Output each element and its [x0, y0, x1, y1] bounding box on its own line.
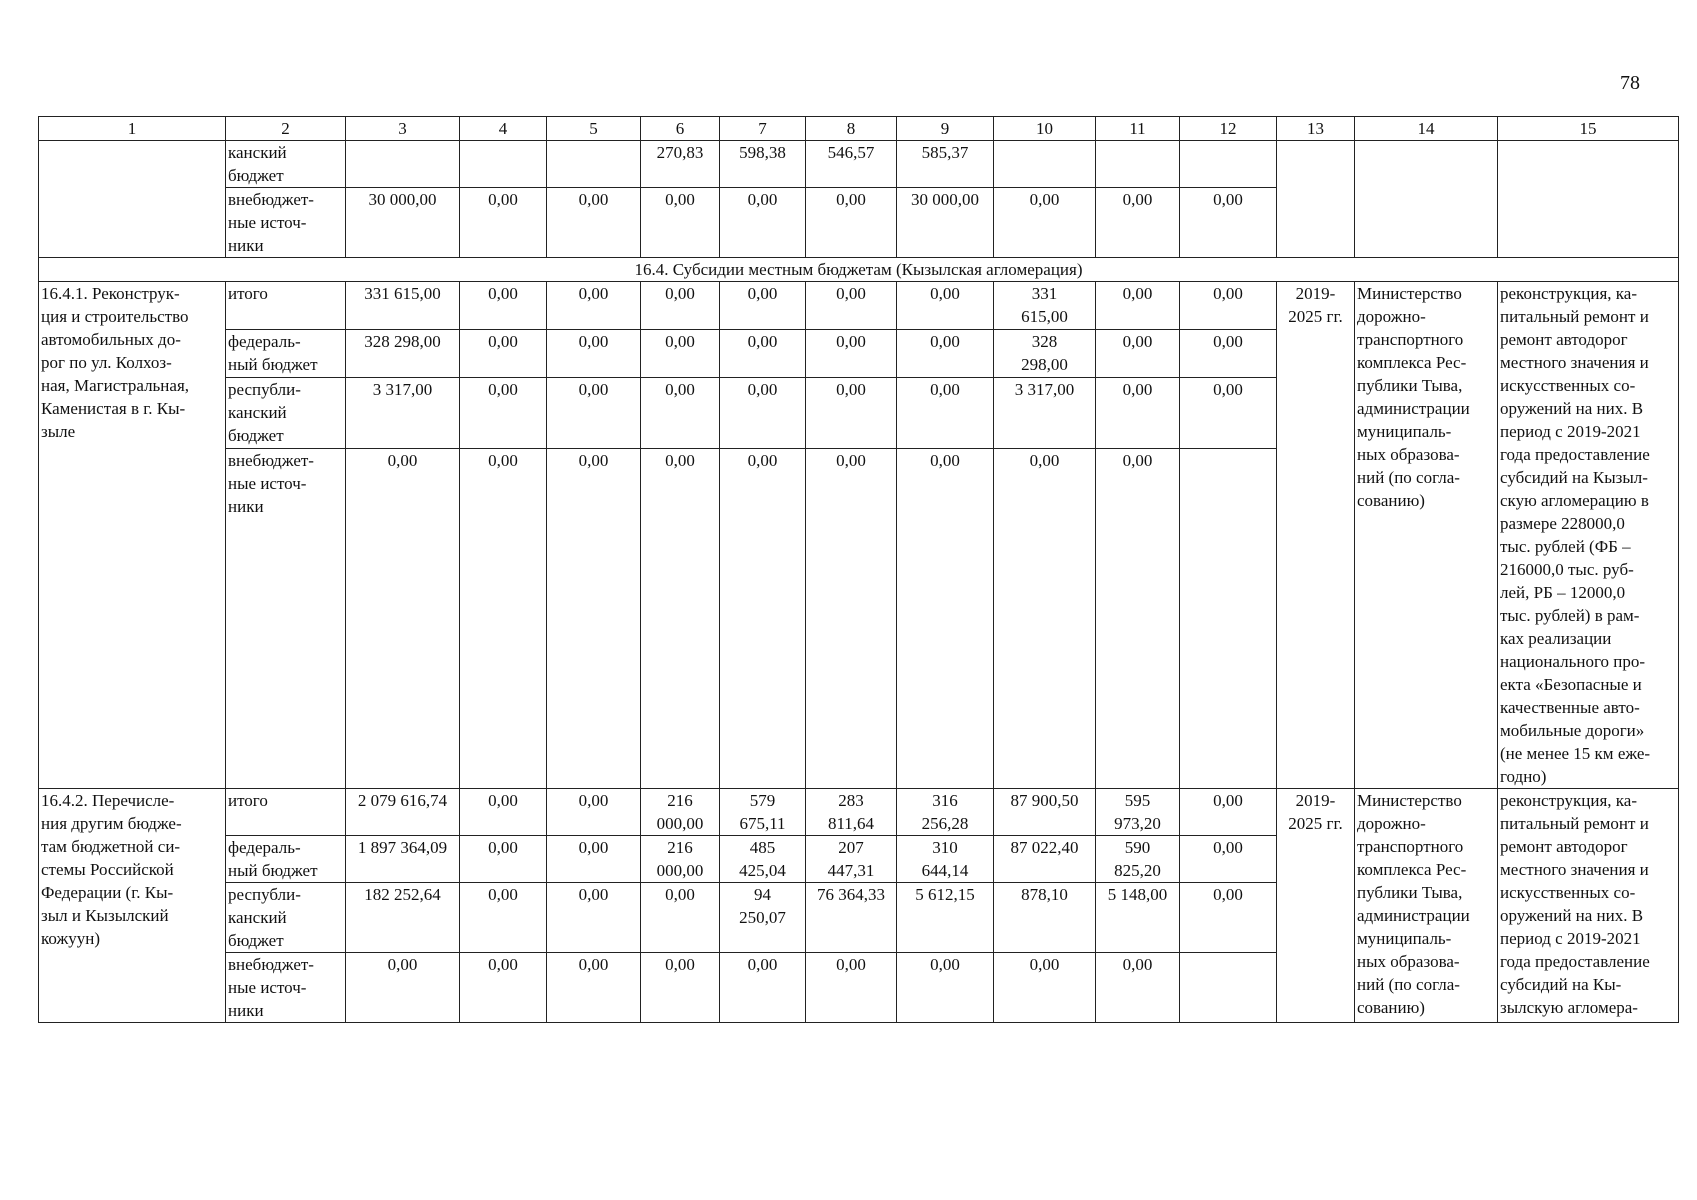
- amount-cell: 878,10: [994, 883, 1096, 953]
- amount-cell: 1 897 364,09: [346, 836, 460, 883]
- amount-cell: 0,00: [897, 282, 994, 330]
- table-row: [39, 282, 1679, 330]
- amount-cell: [1180, 141, 1277, 188]
- amount-cell: 0,00: [806, 953, 897, 1023]
- amount-cell: 0,00: [1096, 188, 1180, 258]
- amount-cell: 0,00: [806, 282, 897, 330]
- amount-cell: 0,00: [1180, 789, 1277, 836]
- executor-cell: [1355, 141, 1498, 258]
- amount-cell: 30 000,00: [897, 188, 994, 258]
- funding-source: итого: [226, 789, 346, 836]
- amount-cell: 87 900,50: [994, 789, 1096, 836]
- amount-cell: [1180, 449, 1277, 789]
- amount-cell: 0,00: [460, 188, 547, 258]
- amount-cell: 0,00: [1180, 836, 1277, 883]
- amount-cell: 331 615,00: [994, 282, 1096, 330]
- amount-cell: 0,00: [1180, 883, 1277, 953]
- funding-source: внебюджет- ные источ- ники: [226, 449, 346, 789]
- amount-cell: 0,00: [641, 377, 720, 448]
- amount-cell: 485 425,04: [720, 836, 806, 883]
- amount-cell: 546,57: [806, 141, 897, 188]
- amount-cell: 283 811,64: [806, 789, 897, 836]
- column-header: 10: [994, 117, 1096, 141]
- amount-cell: 0,00: [547, 883, 641, 953]
- amount-cell: 0,00: [460, 377, 547, 448]
- section-title: 16.4. Субсидии местным бюджетам (Кызылская агломерация): [39, 258, 1679, 282]
- amount-cell: 3 317,00: [346, 377, 460, 448]
- page-number: 78: [1620, 72, 1640, 94]
- amount-cell: 590 825,20: [1096, 836, 1180, 883]
- amount-cell: 0,00: [1096, 329, 1180, 377]
- result: реконструкция, ка- питальный ремонт и ремонт автодорог местного значения и искусственных со- оружений на них. В период с 2019-2021 года предоставление субсидий на Кызыл- скую агломерацию в размере 228000,0 тыс. рублей (ФБ – 216000,0 тыс. руб- лей, РБ – 12000,0 тыс. рублей) в рам- ках реализации национального про- екта «Безопасные и качественные авто- мобильные дороги» (не менее 15 км еже- годно): [1498, 282, 1679, 789]
- amount-cell: 0,00: [1096, 953, 1180, 1023]
- amount-cell: 0,00: [720, 377, 806, 448]
- amount-cell: 0,00: [460, 282, 547, 330]
- amount-cell: 0,00: [720, 449, 806, 789]
- funding-source: федераль- ный бюджет: [226, 329, 346, 377]
- amount-cell: 0,00: [1096, 282, 1180, 330]
- amount-cell: 0,00: [460, 836, 547, 883]
- amount-cell: 0,00: [460, 329, 547, 377]
- amount-cell: [1096, 141, 1180, 188]
- amount-cell: 0,00: [897, 329, 994, 377]
- amount-cell: 0,00: [346, 953, 460, 1023]
- amount-cell: 328 298,00: [994, 329, 1096, 377]
- funding-source: канский бюджет: [226, 141, 346, 188]
- amount-cell: 0,00: [1096, 377, 1180, 448]
- amount-cell: 0,00: [460, 449, 547, 789]
- column-header: 9: [897, 117, 994, 141]
- section-row: [39, 258, 1679, 282]
- amount-cell: 0,00: [641, 188, 720, 258]
- amount-cell: [346, 141, 460, 188]
- amount-cell: 0,00: [547, 188, 641, 258]
- result-cell: [1498, 141, 1679, 258]
- amount-cell: 0,00: [641, 282, 720, 330]
- funding-source: внебюджет- ные источ- ники: [226, 953, 346, 1023]
- amount-cell: 0,00: [1180, 329, 1277, 377]
- period-cell: [1277, 141, 1355, 258]
- amount-cell: 316 256,28: [897, 789, 994, 836]
- amount-cell: 595 973,20: [1096, 789, 1180, 836]
- amount-cell: 0,00: [1180, 377, 1277, 448]
- amount-cell: 5 148,00: [1096, 883, 1180, 953]
- amount-cell: 76 364,33: [806, 883, 897, 953]
- column-header: 7: [720, 117, 806, 141]
- amount-cell: 328 298,00: [346, 329, 460, 377]
- table-row: [39, 789, 1679, 836]
- amount-cell: 182 252,64: [346, 883, 460, 953]
- amount-cell: 0,00: [460, 883, 547, 953]
- amount-cell: 0,00: [994, 188, 1096, 258]
- period: 2019- 2025 гг.: [1277, 789, 1355, 1023]
- amount-cell: 579 675,11: [720, 789, 806, 836]
- column-header: 5: [547, 117, 641, 141]
- amount-cell: 0,00: [897, 377, 994, 448]
- amount-cell: 270,83: [641, 141, 720, 188]
- funding-source: республи- канский бюджет: [226, 883, 346, 953]
- item-name-cell: [39, 141, 226, 258]
- amount-cell: 0,00: [460, 953, 547, 1023]
- amount-cell: 0,00: [641, 953, 720, 1023]
- header-row: [39, 117, 1679, 141]
- amount-cell: [547, 141, 641, 188]
- amount-cell: 5 612,15: [897, 883, 994, 953]
- column-header: 1: [39, 117, 226, 141]
- amount-cell: 0,00: [1096, 449, 1180, 789]
- executor: Министерство дорожно- транспортного комплекса Рес- публики Тыва, администрации муниципаль- ных образова- ний (по согла- сованию): [1355, 282, 1498, 789]
- funding-source: итого: [226, 282, 346, 330]
- column-header: 13: [1277, 117, 1355, 141]
- amount-cell: 94 250,07: [720, 883, 806, 953]
- amount-cell: [994, 141, 1096, 188]
- column-header: 4: [460, 117, 547, 141]
- amount-cell: 0,00: [720, 188, 806, 258]
- column-header: 11: [1096, 117, 1180, 141]
- amount-cell: 0,00: [806, 449, 897, 789]
- amount-cell: 3 317,00: [994, 377, 1096, 448]
- executor: Министерство дорожно- транспортного комплекса Рес- публики Тыва, администрации муниципаль- ных образова- ний (по согла- сованию): [1355, 789, 1498, 1023]
- amount-cell: 216 000,00: [641, 789, 720, 836]
- amount-cell: 0,00: [547, 449, 641, 789]
- amount-cell: 0,00: [547, 329, 641, 377]
- amount-cell: 310 644,14: [897, 836, 994, 883]
- column-header: 12: [1180, 117, 1277, 141]
- column-header: 15: [1498, 117, 1679, 141]
- amount-cell: 0,00: [641, 883, 720, 953]
- amount-cell: 0,00: [641, 449, 720, 789]
- item-name: 16.4.2. Перечисле- ния другим бюдже- там бюджетной си- стемы Российской Федерации (г. Кы- зыл и Кызылский кожуун): [39, 789, 226, 1023]
- amount-cell: 207 447,31: [806, 836, 897, 883]
- amount-cell: 0,00: [641, 329, 720, 377]
- amount-cell: 331 615,00: [346, 282, 460, 330]
- amount-cell: 0,00: [460, 789, 547, 836]
- amount-cell: 0,00: [720, 282, 806, 330]
- amount-cell: [460, 141, 547, 188]
- amount-cell: 0,00: [547, 377, 641, 448]
- amount-cell: 30 000,00: [346, 188, 460, 258]
- amount-cell: 0,00: [806, 377, 897, 448]
- amount-cell: 585,37: [897, 141, 994, 188]
- column-header: 14: [1355, 117, 1498, 141]
- amount-cell: 0,00: [547, 789, 641, 836]
- column-header: 3: [346, 117, 460, 141]
- result: реконструкция, ка- питальный ремонт и ремонт автодорог местного значения и искусственных со- оружений на них. В период с 2019-2021 года предоставление субсидий на Кы- зылскую агломера-: [1498, 789, 1679, 1023]
- column-header: 2: [226, 117, 346, 141]
- budget-table: [38, 116, 1679, 1023]
- amount-cell: 2 079 616,74: [346, 789, 460, 836]
- amount-cell: 0,00: [806, 329, 897, 377]
- table-row: [39, 141, 1679, 188]
- amount-cell: 0,00: [897, 449, 994, 789]
- amount-cell: 0,00: [547, 282, 641, 330]
- column-header: 8: [806, 117, 897, 141]
- amount-cell: 0,00: [346, 449, 460, 789]
- period: 2019- 2025 гг.: [1277, 282, 1355, 789]
- amount-cell: 0,00: [720, 329, 806, 377]
- amount-cell: 0,00: [994, 449, 1096, 789]
- amount-cell: 87 022,40: [994, 836, 1096, 883]
- amount-cell: 0,00: [547, 836, 641, 883]
- amount-cell: 0,00: [1180, 282, 1277, 330]
- funding-source: внебюджет- ные источ- ники: [226, 188, 346, 258]
- funding-source: республи- канский бюджет: [226, 377, 346, 448]
- funding-source: федераль- ный бюджет: [226, 836, 346, 883]
- amount-cell: 0,00: [806, 188, 897, 258]
- amount-cell: 0,00: [720, 953, 806, 1023]
- amount-cell: 216 000,00: [641, 836, 720, 883]
- amount-cell: 0,00: [1180, 188, 1277, 258]
- amount-cell: 0,00: [547, 953, 641, 1023]
- amount-cell: 598,38: [720, 141, 806, 188]
- amount-cell: 0,00: [994, 953, 1096, 1023]
- amount-cell: 0,00: [897, 953, 994, 1023]
- amount-cell: [1180, 953, 1277, 1023]
- column-header: 6: [641, 117, 720, 141]
- item-name: 16.4.1. Реконструк- ция и строительство автомобильных до- рог по ул. Колхоз- ная, Магистральная, Каменистая в г. Кы- зыле: [39, 282, 226, 789]
